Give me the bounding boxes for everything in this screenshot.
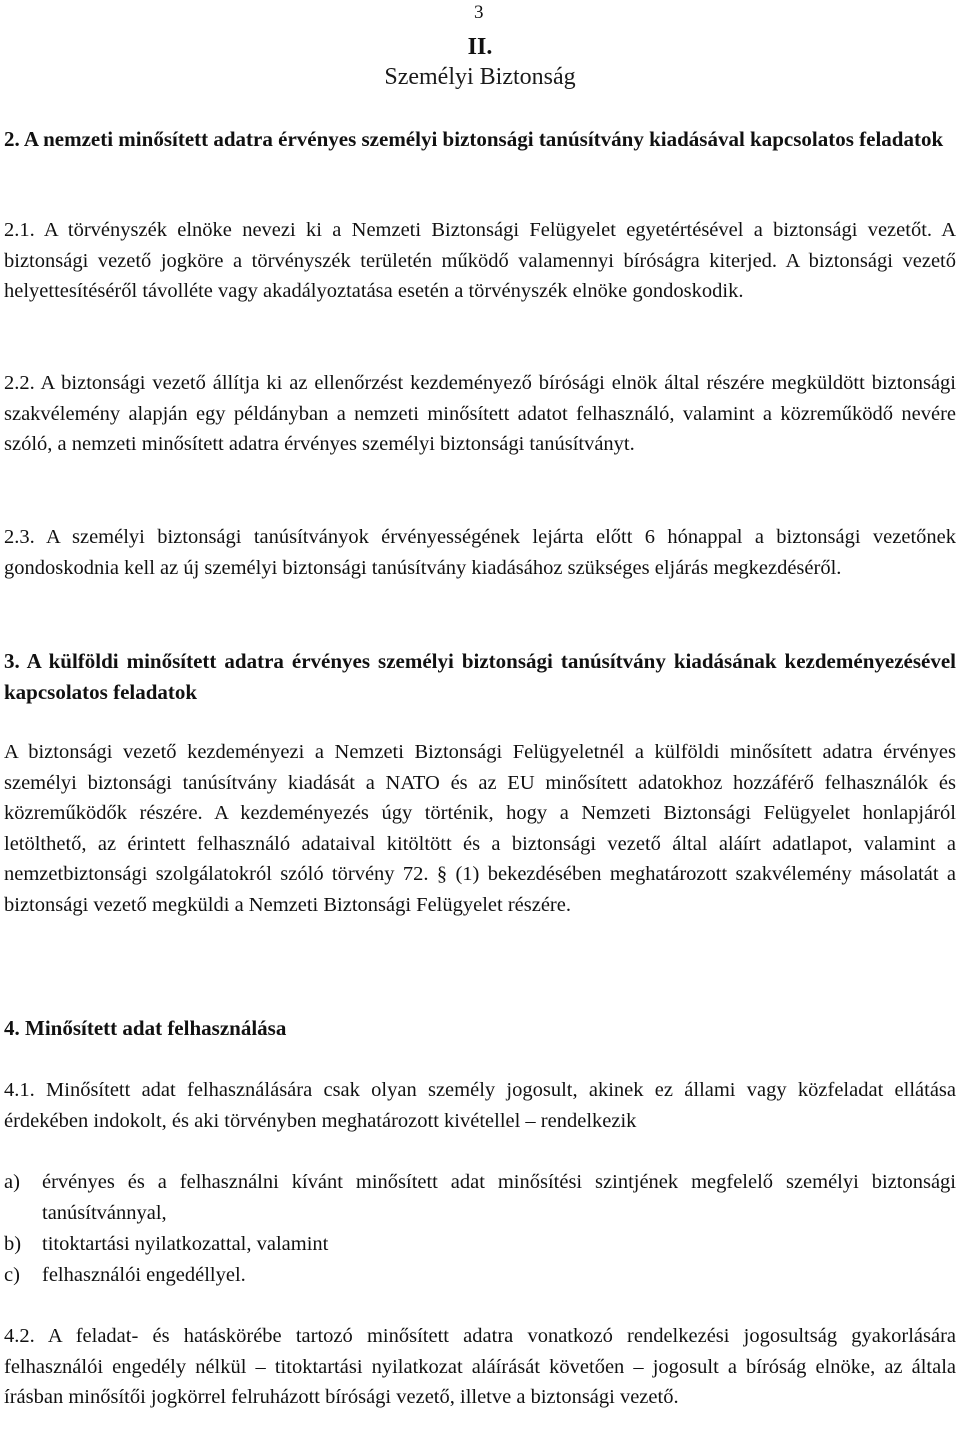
section-4-heading: 4. Minősített adat felhasználása xyxy=(4,1016,287,1040)
paragraph-2-1: 2.1. A törvényszék elnöke nevezi ki a Nemzeti Biztonsági Felügyelet egyetértésével a biztonsági vezetőt. A biztonsági vezető jogköre a törvényszék területén működő valamennyi bíróságra kiterjed. A biztonsági vezető helyettesítéséről távolléte vagy akadályoztatása esetén a törvényszék elnöke gondoskodik. xyxy=(4,219,956,302)
list-item-b xyxy=(4,1229,956,1260)
list-item-c xyxy=(4,1260,956,1291)
list-item-text: érvényes és a felhasználni kívánt minősített adat minősítési szintjének megfelelő személyi biztonsági tanúsítvánnyal, xyxy=(42,1171,956,1224)
paragraph-2-3: 2.3. A személyi biztonsági tanúsítványok érvényességének lejárta előtt 6 hónappal a biztonsági vezetőnek gondoskodnia kell az új személyi biztonsági tanúsítvány kiadásához szükséges eljárás megkezdéséről. xyxy=(4,526,956,579)
paragraph-2-2: 2.2. A biztonsági vezető állítja ki az ellenőrzést kezdeményező bírósági elnök által részére megküldött biztonsági szakvélemény alapján egy példányban a nemzeti minősített adatot felhasználó, valamint a közreműködő nevére szóló, a nemzeti minősített adatra érvényes személyi biztonsági tanúsítványt. xyxy=(4,372,956,455)
chapter-title: Személyi Biztonság xyxy=(384,64,576,90)
page-number: 3 xyxy=(474,2,484,23)
chapter-heading xyxy=(4,32,956,92)
list-item-mark: b) xyxy=(4,1233,22,1255)
section-3-heading: 3. A külföldi minősített adatra érvényes személyi biztonsági tanúsítvány kiadásának kezdeményezésével kapcsolatos feladatok xyxy=(4,649,956,704)
paragraph-3-body: A biztonsági vezető kezdeményezi a Nemzeti Biztonsági Felügyeletnél a külföldi minősített adatra érvényes személyi biztonsági tanúsítvány kiadását a NATO és az EU minősített adatokhoz hozzáférő felhasználók és közreműködők részére. A kezdeményezés úgy történik, hogy a Nemzeti Biztonsági Felügyelet honlapjáról letölthető, az érintett felhasználó adataival kitöltött és a biztonsági vezető által aláírt adatlapot, valamint a nemzetbiztonsági szolgálatokról szóló törvény 72. § (1) bekezdésében meghatározott szakvélemény másolatát a biztonsági vezető megküldi a Nemzeti Biztonsági Felügyelet részére. xyxy=(4,741,956,916)
list-item-a xyxy=(4,1167,956,1228)
list-item-mark: a) xyxy=(4,1171,20,1193)
section-2-heading: 2. A nemzeti minősített adatra érvényes személyi biztonsági tanúsítvány kiadásával kapcsolatos feladatok xyxy=(4,127,944,151)
list-item-mark: c) xyxy=(4,1264,20,1286)
paragraph-4-1: 4.1. Minősített adat felhasználására csak olyan személy jogosult, akinek ez állami vagy közfeladat ellátása érdekében indokolt, és aki törvényben meghatározott kivétellel – rendelkezik xyxy=(4,1079,956,1132)
chapter-number: II. xyxy=(467,34,493,60)
paragraph-4-2: 4.2. A feladat- és hatáskörébe tartozó minősített adatra vonatkozó rendelkezési jogosultság gyakorlására felhasználói engedély nélkül – titoktartási nyilatkozat aláírását követően – jogosult a bíróság elnöke, az általa írásban minősítői jogkörrel felruházott bírósági vezető, illetve a biztonsági vezető. xyxy=(4,1325,956,1408)
list-item-text: titoktartási nyilatkozattal, valamint xyxy=(42,1233,329,1255)
list-item-text: felhasználói engedéllyel. xyxy=(42,1264,246,1286)
